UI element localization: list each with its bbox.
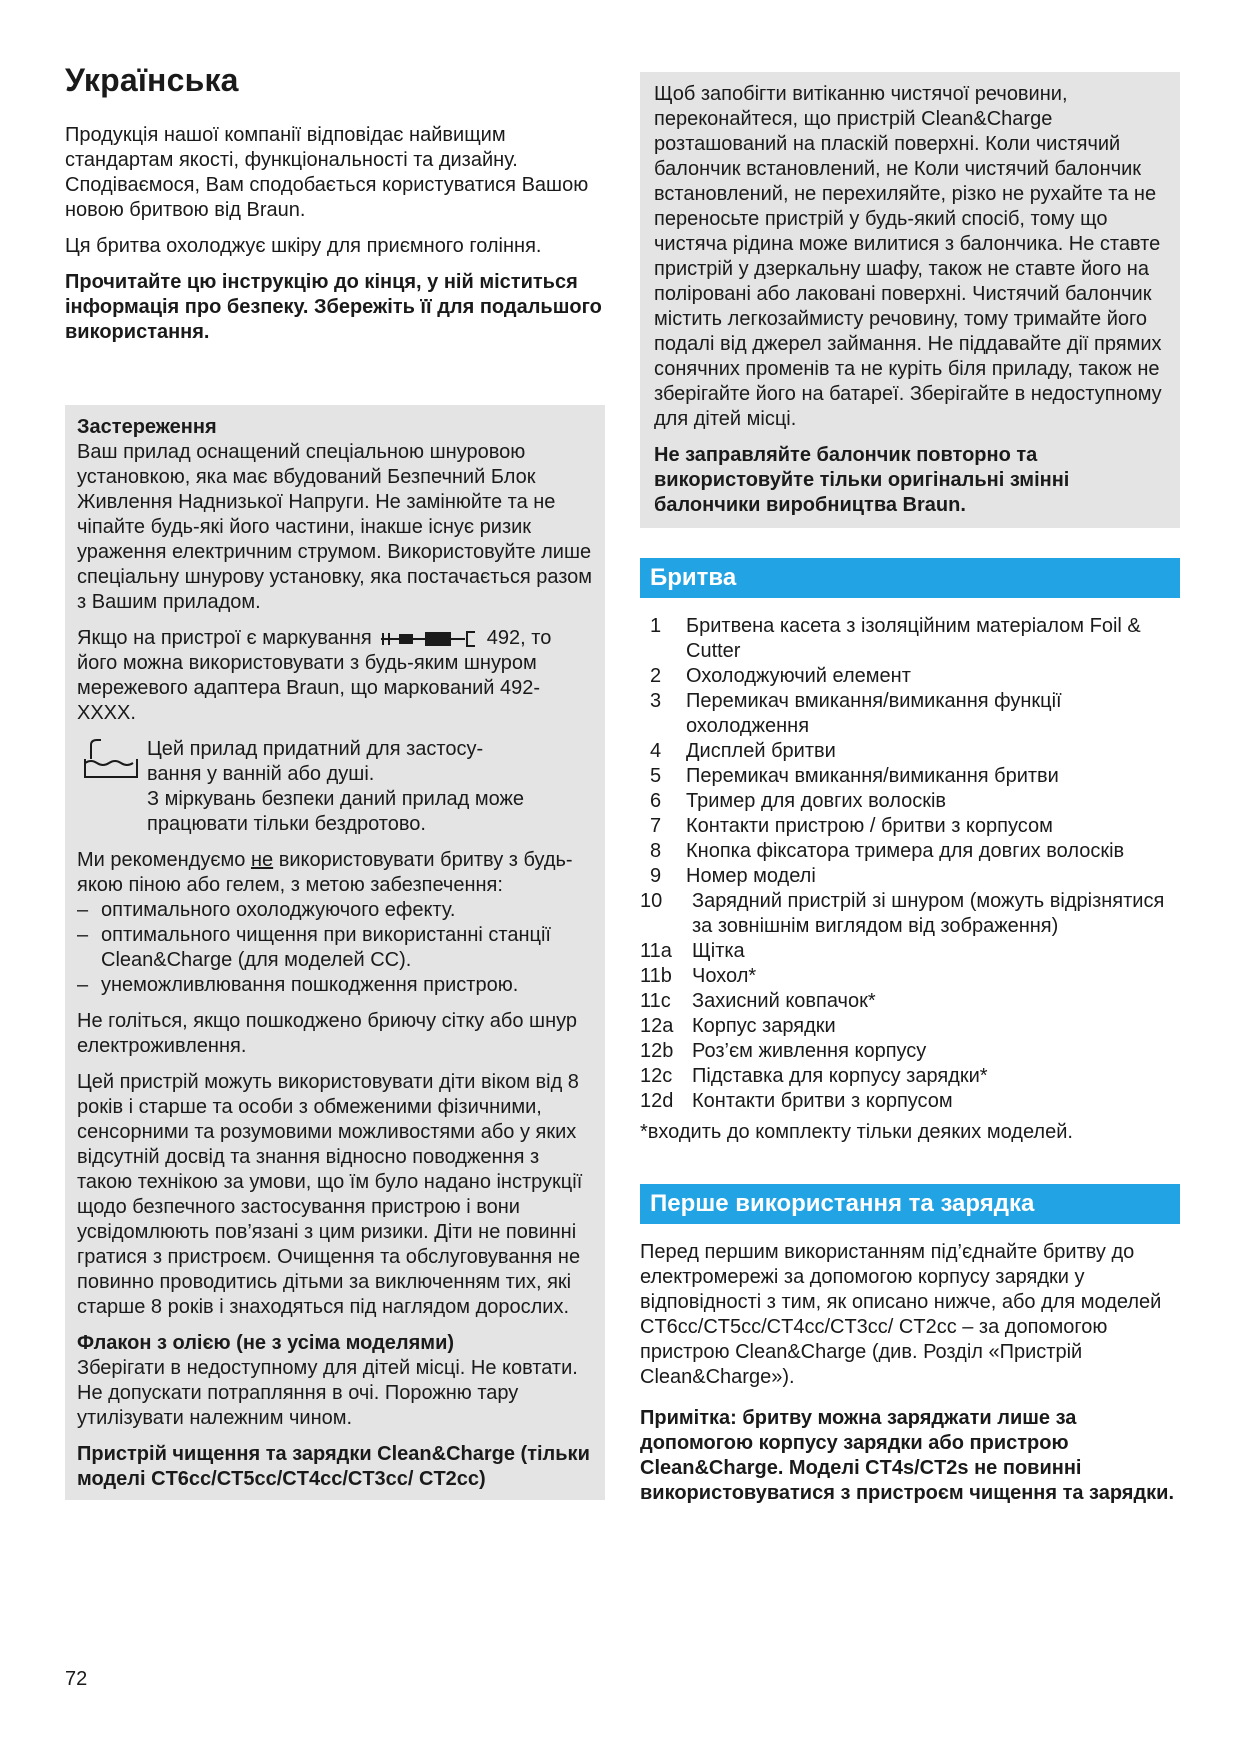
marking-code: 492, <box>486 627 526 649</box>
list-item: 7 Контакти пристрою / бритви з корпусом <box>650 815 1053 837</box>
parts-list-2 <box>640 889 1180 1114</box>
plug-marking-icon <box>377 629 481 649</box>
section-heading-first-use: Перше використання та зарядка <box>640 1184 1180 1224</box>
bath-line-3: З міркувань безпеки даний прилад може працювати тільки бездротово. <box>147 788 525 835</box>
clean-charge-warning-text: Щоб запобігти витіканню чистячої речовини, переконайтеся, що пристрій Clean&Charge розташований на пласкій поверхні. Коли чистячий балончик встановлений, не Коли чистячий балончик встановлений, не перехиляйте, різко не рухайте та не переносьте пристрій у будь-який спосіб, тому що чистяча рідина може вилитися з балончика. Не ставте пристрій у дзеркальну шафу, також не ставте його на поліровані або лаковані поверхні. Чистячий балончик містить легкозаймисту речовину, тому тримайте його подалі від джерел займання. Не піддавайте дії прямих сонячних променів та не куріть біля приладу, також не зберігайте його на батареї. Зберігайте в недоступному для дітей місці. <box>654 83 1162 430</box>
bath-line-1: Цей прилад придатний для застосу- <box>147 738 484 760</box>
page-number: 72 <box>65 1668 88 1690</box>
list-item: 11b Чохол* <box>640 965 757 987</box>
cartridge-refill-warning: Не заправляйте балончик повторно та використовуйте тільки оригінальні змінні балончики виробництва Braun. <box>654 444 1070 516</box>
list-item: 12a Корпус зарядки <box>640 1015 836 1037</box>
foam-recommendation <box>77 848 593 898</box>
list-item: 11c Захисний ковпачок* <box>640 990 876 1012</box>
damaged-warning: Не голіться, якщо пошкоджено бриючу сітку або шнур електроживлення. <box>77 1010 578 1057</box>
page-title: Українська <box>65 62 239 98</box>
intro-paragraph: Продукція нашої компанії відповідає найвищим стандартам якості, функціональності та дизайну. Сподіваємося, Вам сподобається користуватися Вашою новою бритвою від Braun. <box>65 124 589 221</box>
list-item: – оптимального чищення при використанні станції Clean&Charge (для моделей CC). <box>77 924 551 971</box>
list-item: 4 Дисплей бритви <box>650 740 836 762</box>
list-item: 10 Зарядний пристрій зі шнуром (можуть відрізнятися за зовнішнім виглядом від зображення) <box>640 890 1165 937</box>
bath-line-2: вання у ванній або душі. <box>147 763 375 785</box>
list-item: 12d Контакти бритви з корпусом <box>640 1090 953 1112</box>
footnote: *входить до комплекту тільки деяких моделей. <box>640 1121 1073 1143</box>
foam-text-a: Ми рекомендуємо <box>77 849 246 871</box>
list-item: 12c Підставка для корпусу зарядки* <box>640 1065 988 1087</box>
intro-paragraph-2: Ця бритва охолоджує шкіру для приємного гоління. <box>65 235 542 257</box>
list-item: 1 Бритвена касета з ізоляційним матеріалом Foil & Cutter <box>650 615 1141 662</box>
section-heading-shaver: Бритва <box>640 558 1180 598</box>
list-item: 9 Номер моделі <box>650 865 816 887</box>
marking-paragraph <box>77 626 593 726</box>
list-item: – унеможливлювання пошкодження пристрою. <box>77 974 519 996</box>
marking-text-before: Якщо на пристрої є маркування <box>77 627 372 649</box>
list-item: 11a Щітка <box>640 940 745 962</box>
clean-charge-title: Пристрій чищення та зарядки Clean&Charge (тільки моделі CT6cc/CT5cc/CT4cc/CT3cc/ CT2cc) <box>77 1443 590 1490</box>
list-item: 3 Перемикач вмикання/вимикання функції охолодження <box>650 690 1062 737</box>
list-item: 8 Кнопка фіксатора тримера для довгих волосків <box>650 840 1125 862</box>
marking-text-after: то його можна використовувати з будь-яким шнуром мережевого адаптера Braun, що маркований 492-XXXX. <box>77 627 552 724</box>
bath-shower-notice <box>77 737 593 837</box>
parts-list <box>640 614 1180 889</box>
first-use-paragraph: Перед першим використанням під’єднайте бритву до електромережі за допомогою корпусу зарядки у відповідності з тим, як описано нижче, або для моделей CT6cc/CT5cc/CT4cc/CT3cc/ CT2cc – за допомогою пристрою Clean&Charge (див. Розділ «Пристрій Clean&Charge»). <box>640 1241 1162 1388</box>
list-item: 2 Охолоджуючий елемент <box>650 665 911 687</box>
warnings-title: Застереження <box>77 416 217 438</box>
list-item: 6 Тример для довгих волосків <box>650 790 947 812</box>
clean-charge-warning-box <box>640 72 1180 528</box>
left-column <box>65 62 605 356</box>
charging-note: Примітка: бритву можна заряджати лише за допомогою корпусу зарядки або пристрою Clean&Charge. Моделі CT4s/CT2s не повинні використовуватися з пристроєм чищення та зарядки. <box>640 1407 1175 1504</box>
foam-dash-list <box>77 898 593 998</box>
warnings-p1: Ваш прилад оснащений спеціальною шнуровою установкою, яка має вбудований Безпечний Блок Живлення Наднизької Напруги. Не замінюйте та не чіпайте будь-які його частини, інакше існує ризик ураження електричним струмом. Використовуйте лише спеціальну шнурову установку, яка постачається разом з Вашим приладом. <box>77 441 593 613</box>
foam-text-b: використовувати бритву з будь-якою піною або гелем, з метою забезпечення: <box>77 849 573 896</box>
oil-title: Флакон з олією (не з усіма моделями) <box>77 1332 455 1354</box>
list-item: 12b Роз’єм живлення корпусу <box>640 1040 927 1062</box>
right-column <box>640 72 1180 1517</box>
read-notice: Прочитайте цю інструкцію до кінця, у ній міститься інформація про безпеку. Збережіть її для подальшого використання. <box>65 271 602 343</box>
foam-not: не <box>250 849 274 871</box>
list-item: 5 Перемикач вмикання/вимикання бритви <box>650 765 1059 787</box>
oil-text: Зберігати в недоступному для дітей місці. Не ковтати. Не допускати потрапляння в очі. Порожню тару утилізувати належним чином. <box>77 1357 578 1429</box>
children-warning: Цей пристрій можуть використовувати діти віком від 8 років і старше та особи з обмеженими фізичними, сенсорними та розумовими можливостями або у яких відсутній досвід та знання відносно поводження з такою технікою за умови, що їм було надано інструкції щодо безпечного застосування пристрою і вони усвідомлюють пов’язані з цим ризики. Діти не повинні гратися з пристроєм. Очищення та обслуговування не повинно проводитись дітьми за виключенням тих, які старше 8 років і знаходяться під наглядом дорослих. <box>77 1071 583 1318</box>
list-item: – оптимального охолоджуючого ефекту. <box>77 899 456 921</box>
warnings-box <box>65 405 605 1500</box>
bathtub-icon <box>77 737 147 781</box>
